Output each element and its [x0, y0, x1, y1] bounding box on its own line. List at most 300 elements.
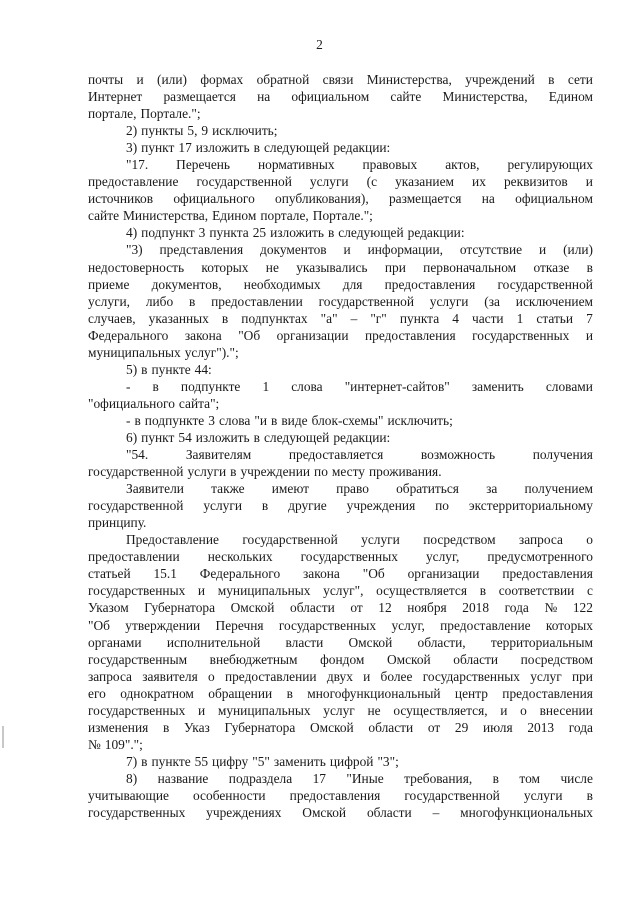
- word: право: [336, 481, 369, 497]
- word: формах: [200, 72, 244, 87]
- word: 17: [178, 140, 192, 156]
- word: (или): [563, 242, 593, 258]
- text-line: [88, 719, 593, 736]
- word: 5,: [187, 123, 198, 139]
- word: случаев,: [88, 310, 136, 326]
- word: числе: [560, 770, 593, 786]
- word: предоставления: [502, 566, 593, 582]
- word: Губернатора: [224, 719, 296, 735]
- text-line: [88, 241, 593, 258]
- word: услуг,: [391, 617, 425, 633]
- text-line: [88, 804, 593, 821]
- word: получением: [524, 481, 593, 497]
- text-line: [88, 327, 593, 344]
- word: на: [257, 89, 271, 105]
- text-line: [88, 378, 593, 395]
- word: 109".";: [104, 736, 143, 752]
- word: Указ: [183, 719, 210, 735]
- word: государственных: [278, 617, 377, 633]
- word: редакции:: [333, 140, 391, 156]
- word: получения: [532, 447, 593, 463]
- word: Федерального: [199, 566, 281, 582]
- word: Заявителям: [185, 447, 252, 463]
- word: в: [162, 719, 170, 735]
- word: документов,: [151, 276, 222, 292]
- word: принципу.: [88, 515, 147, 531]
- word: следующей: [338, 225, 404, 241]
- word: услуг,: [425, 549, 460, 565]
- word: в: [327, 225, 335, 241]
- word: "Об: [362, 566, 385, 582]
- word: пункт: [141, 429, 175, 445]
- word: области: [368, 719, 414, 735]
- word: "3";: [377, 753, 399, 769]
- word: в: [141, 361, 148, 377]
- word: и: [585, 174, 593, 190]
- word: государственной: [497, 276, 593, 292]
- word: первоначальном: [423, 259, 517, 275]
- word: запроса: [518, 532, 563, 548]
- word: 5): [126, 361, 138, 377]
- word: услуг: [530, 668, 562, 684]
- word: органами: [88, 634, 142, 650]
- word: Омской: [348, 634, 393, 650]
- word: официального: [173, 191, 255, 207]
- word: Омской: [230, 600, 275, 616]
- word: 15.1: [153, 566, 177, 582]
- word: 8): [126, 770, 138, 786]
- body-text: [88, 71, 593, 821]
- word: на: [481, 191, 495, 207]
- word: подраздела: [228, 770, 293, 786]
- word: Перечня: [215, 617, 264, 633]
- word: предоставляется: [288, 447, 384, 463]
- word: подпунктах: [241, 310, 308, 326]
- word: в: [230, 464, 237, 480]
- text-line: [88, 276, 593, 293]
- word: почты: [88, 72, 124, 87]
- word: учитывающие: [88, 787, 169, 803]
- word: словами: [545, 378, 593, 394]
- word: 2013: [527, 719, 555, 735]
- word: изменения: [88, 719, 149, 735]
- word: название: [157, 770, 209, 786]
- word: связи: [322, 72, 354, 87]
- word: области,: [417, 634, 466, 650]
- word: услуг").";: [184, 344, 239, 360]
- text-line: [88, 122, 593, 139]
- text-line: [88, 463, 593, 480]
- word: государственных: [88, 583, 186, 599]
- word: обратной: [256, 72, 310, 87]
- word: обратиться: [396, 481, 459, 497]
- word: государственных: [88, 702, 186, 718]
- word: источников: [88, 191, 154, 207]
- word: о: [520, 702, 527, 718]
- word: в: [492, 770, 499, 786]
- word: Губернатора: [144, 600, 216, 616]
- text-line: [88, 446, 593, 463]
- word: в: [271, 412, 278, 428]
- word: "5": [252, 753, 270, 769]
- word: услуги: [203, 498, 243, 514]
- word: слова: [218, 412, 251, 428]
- word: 1: [262, 378, 270, 394]
- text-line: [88, 173, 593, 190]
- word: месту: [331, 464, 365, 480]
- word: "Об: [88, 617, 110, 633]
- word: -: [126, 412, 131, 428]
- word: изложить: [270, 225, 324, 241]
- word: правовых: [362, 157, 418, 173]
- word: и: [363, 668, 371, 684]
- word: посредством: [520, 651, 593, 667]
- word: и: [500, 702, 508, 718]
- word: указанных: [148, 310, 209, 326]
- word: учреждений: [465, 72, 535, 87]
- word: (за: [484, 293, 500, 309]
- word: "а": [320, 310, 338, 326]
- word: изложить: [195, 140, 250, 156]
- word: области: [290, 600, 335, 616]
- word: в: [286, 685, 293, 701]
- word: территориальным: [490, 634, 593, 650]
- text-line: [88, 668, 593, 685]
- text-line: [88, 412, 593, 429]
- word: Портале.";: [312, 208, 373, 224]
- word: другие: [288, 498, 327, 514]
- text-line: [88, 702, 593, 719]
- word: в: [261, 498, 269, 514]
- word: размещается: [388, 191, 462, 207]
- word: №: [88, 736, 101, 752]
- word: Омской: [302, 805, 347, 821]
- word: имеют: [271, 481, 310, 497]
- word: исключить;: [387, 412, 453, 428]
- word: с: [587, 583, 593, 599]
- word: Министерства,: [123, 208, 209, 224]
- word: в: [548, 72, 555, 87]
- word: соответствии: [498, 583, 575, 599]
- word: 7: [586, 310, 593, 326]
- word: возможность: [420, 447, 496, 463]
- word: осуществляется,: [393, 702, 488, 718]
- word: закона: [303, 566, 340, 582]
- word: экстерриториальному: [468, 498, 593, 514]
- word: необходимых: [243, 276, 321, 292]
- text-line: [88, 361, 593, 378]
- word: муниципальных: [217, 702, 311, 718]
- word: предоставления: [364, 327, 456, 343]
- text-line: [88, 770, 593, 787]
- word: пункт: [141, 140, 175, 156]
- word: государственной: [88, 498, 184, 514]
- text-line: [88, 787, 593, 804]
- word: услуг: [323, 702, 355, 718]
- text-line: [88, 344, 593, 361]
- text-line: [88, 207, 593, 224]
- word: -: [126, 378, 131, 394]
- word: исключить;: [212, 123, 278, 139]
- word: услуги: [187, 464, 227, 480]
- word: от: [427, 719, 441, 735]
- word: редакции:: [333, 429, 391, 445]
- word: по: [435, 498, 449, 514]
- word: осуществляется: [376, 583, 468, 599]
- word: актов,: [445, 157, 480, 173]
- word: следующей: [263, 140, 330, 156]
- word: том: [519, 770, 540, 786]
- word: его: [88, 685, 106, 701]
- word: либо: [145, 293, 174, 309]
- word: государственной: [88, 464, 184, 480]
- word: и: [197, 583, 206, 599]
- word: 4: [452, 310, 459, 326]
- text-line: [88, 497, 593, 514]
- word: услуги: [429, 293, 469, 309]
- word: сайте: [390, 89, 422, 105]
- word: государственной: [242, 532, 338, 548]
- word: пункте: [151, 361, 191, 377]
- word: муниципальных: [88, 344, 181, 360]
- text-line: [88, 565, 593, 582]
- word: о: [208, 668, 215, 684]
- text-line: [88, 548, 593, 565]
- word: многофункциональный: [307, 685, 441, 701]
- word: учреждения: [346, 498, 416, 514]
- text-line: [88, 293, 593, 310]
- word: и: [539, 242, 547, 258]
- word: официальном: [291, 89, 370, 105]
- word: услуги: [361, 532, 400, 548]
- word: также: [211, 481, 245, 497]
- word: запроса: [88, 668, 132, 684]
- word: и: [197, 702, 206, 718]
- word: в: [586, 259, 593, 275]
- word: предоставления: [502, 685, 593, 701]
- word: для: [342, 276, 363, 292]
- word: 29: [454, 719, 469, 735]
- word: особенности: [193, 787, 266, 803]
- word: Едином: [212, 208, 257, 224]
- word: предоставлении: [88, 549, 180, 565]
- word: пункты: [141, 123, 184, 139]
- text-line: [88, 531, 593, 548]
- word: регулирующих: [507, 157, 593, 173]
- word: по: [314, 464, 328, 480]
- word: цифрой: [329, 753, 374, 769]
- word: "и: [254, 412, 268, 428]
- word: внебюджетным: [209, 651, 298, 667]
- word: услуги: [309, 174, 349, 190]
- word: государственных: [422, 668, 520, 684]
- word: муниципальных: [217, 583, 311, 599]
- word: о: [586, 532, 593, 548]
- word: 2): [126, 123, 138, 139]
- word: следующей: [263, 429, 330, 445]
- word: Указом: [88, 600, 129, 616]
- word: реквизитов: [503, 174, 568, 190]
- word: 6): [126, 429, 138, 445]
- word: внесении: [539, 702, 593, 718]
- word: при: [571, 668, 593, 684]
- word: части: [471, 310, 504, 326]
- word: в: [188, 293, 196, 309]
- word: документов: [260, 242, 327, 258]
- word: услуги,: [88, 293, 131, 309]
- word: представления: [159, 242, 244, 258]
- word: цифру: [212, 753, 249, 769]
- word: которых: [545, 617, 593, 633]
- word: пункта: [209, 225, 249, 241]
- text-line: [88, 736, 593, 753]
- word: 2018: [462, 600, 490, 616]
- word: Перечень: [176, 157, 231, 173]
- word: опубликования),: [275, 191, 369, 207]
- word: "г": [370, 310, 387, 326]
- text-line: [88, 71, 593, 88]
- text-line: [88, 429, 593, 446]
- word: сети: [567, 72, 593, 87]
- word: которых: [201, 259, 249, 275]
- text-line: [88, 634, 593, 651]
- word: сайта";: [178, 395, 220, 411]
- word: слова: [291, 378, 323, 394]
- word: в: [152, 378, 159, 394]
- word: их: [472, 174, 486, 190]
- word: "интернет-сайтов": [344, 378, 450, 394]
- word: закона: [184, 327, 222, 343]
- word: 55: [194, 753, 209, 769]
- word: Омской: [309, 719, 354, 735]
- word: 54: [178, 429, 192, 445]
- word: предоставления: [289, 787, 381, 803]
- word: "17.: [126, 157, 149, 173]
- word: нормативных: [258, 157, 335, 173]
- word: при: [384, 259, 406, 275]
- word: года: [568, 719, 593, 735]
- word: и: [343, 242, 351, 258]
- text-line: [88, 259, 593, 276]
- word: 4): [126, 225, 138, 241]
- word: предоставлении: [224, 668, 317, 684]
- word: Федерального: [88, 327, 169, 343]
- word: –: [432, 805, 440, 821]
- text-line: [88, 617, 593, 634]
- word: 3): [126, 140, 138, 156]
- word: центр: [454, 685, 488, 701]
- word: в: [134, 412, 141, 428]
- word: отказе: [533, 259, 570, 275]
- word: Заявители: [126, 481, 184, 497]
- word: государственных: [472, 327, 570, 343]
- word: однократном: [120, 685, 194, 701]
- text-line: [88, 582, 593, 599]
- word: 9: [201, 123, 209, 139]
- word: блок-схемы": [311, 412, 384, 428]
- word: "54.: [126, 447, 149, 463]
- word: за: [486, 481, 498, 497]
- word: государственной: [404, 787, 500, 803]
- word: отсутствие: [459, 242, 523, 258]
- word: от: [350, 600, 363, 616]
- text-line: [88, 514, 593, 531]
- word: заменить: [471, 378, 524, 394]
- text-line: [88, 651, 593, 668]
- word: 1: [516, 310, 524, 326]
- word: предоставления: [384, 276, 476, 292]
- word: услуг",: [323, 583, 364, 599]
- word: проживания.: [368, 464, 442, 480]
- text-line: [88, 599, 593, 616]
- word: 12: [378, 600, 392, 616]
- word: и: [585, 327, 593, 343]
- word: "Иные: [346, 770, 384, 786]
- word: не: [367, 702, 381, 718]
- word: портале,: [88, 106, 137, 122]
- word: пункте: [151, 753, 191, 769]
- text-line: [88, 395, 593, 412]
- word: 122: [572, 600, 593, 616]
- word: пункта: [399, 310, 440, 326]
- word: 25: [252, 225, 267, 241]
- word: государственной: [318, 293, 414, 309]
- word: Портале.";: [140, 106, 201, 122]
- word: области: [453, 651, 499, 667]
- word: "Об: [238, 327, 261, 343]
- word: подпункте: [180, 378, 241, 394]
- word: –: [350, 310, 358, 326]
- word: утверждении: [125, 617, 201, 633]
- text-line: [88, 139, 593, 156]
- word: нескольких: [207, 549, 273, 565]
- word: государственных: [300, 549, 398, 565]
- text-line: [88, 105, 593, 122]
- word: исключением: [515, 293, 593, 309]
- word: июля: [482, 719, 513, 735]
- text-line: [88, 480, 593, 497]
- word: предоставление: [440, 617, 531, 633]
- word: организации: [276, 327, 349, 343]
- text-line: [88, 685, 593, 702]
- word: подпункт: [141, 225, 195, 241]
- word: Интернет: [88, 89, 143, 105]
- word: в: [221, 310, 229, 326]
- text-line: [88, 190, 593, 207]
- word: в: [253, 140, 260, 156]
- word: 3: [208, 412, 215, 428]
- word: посредством: [423, 532, 496, 548]
- word: ноября: [407, 600, 447, 616]
- page-number: 2: [316, 37, 323, 52]
- word: многофункциональных: [460, 805, 593, 821]
- word: фондом: [320, 651, 365, 667]
- word: изложить: [195, 429, 250, 445]
- word: статьи: [536, 310, 574, 326]
- word: указывались: [296, 259, 368, 275]
- word: области: [366, 805, 412, 821]
- word: предоставление: [88, 174, 179, 190]
- word: 7): [126, 753, 138, 769]
- scan-margin-mark: [2, 726, 4, 748]
- text-line: [88, 310, 593, 327]
- word: указанием: [395, 174, 455, 190]
- word: организации: [407, 566, 480, 582]
- word: обращении: [208, 685, 273, 701]
- word: официальном: [515, 191, 593, 207]
- text-line: [88, 88, 593, 105]
- word: заменить: [273, 753, 326, 769]
